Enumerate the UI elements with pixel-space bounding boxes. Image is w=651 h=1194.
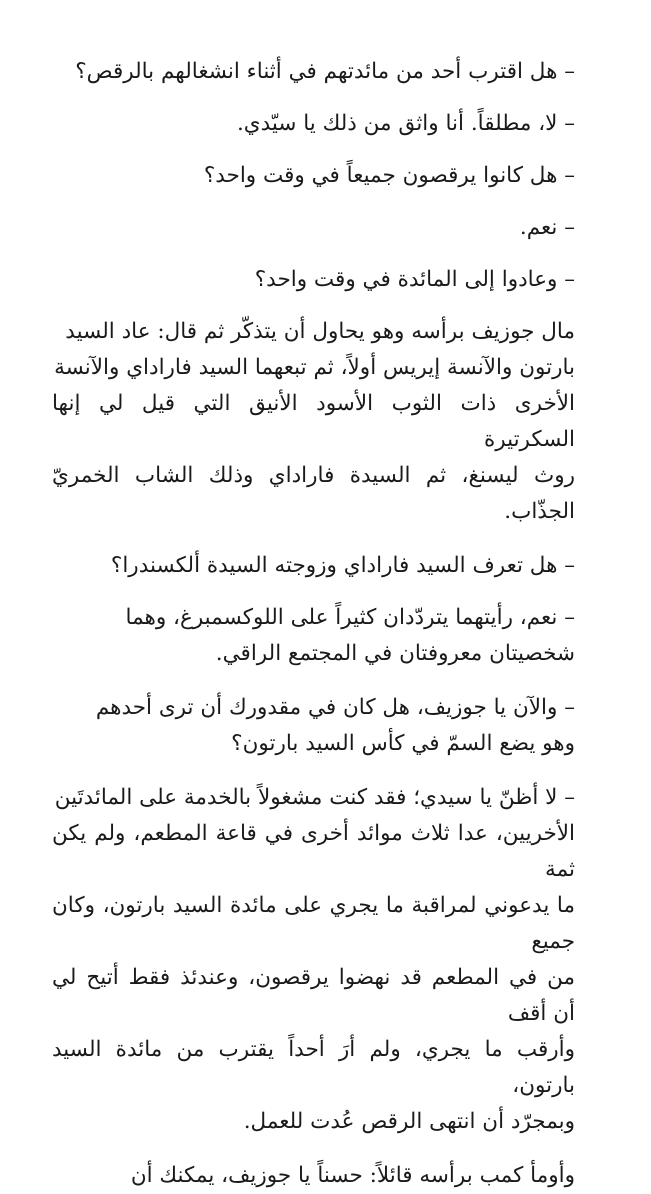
text-line: – هل تعرف السيد فاراداي وزوجته السيدة ألكسندرا؟	[110, 553, 575, 578]
dialogue-line	[52, 262, 575, 298]
text-line: روث ليسنغ، ثم السيدة فاراداي وذلك الشاب الخمريّ الجذّاب.	[52, 463, 575, 524]
dialogue-line	[52, 106, 575, 142]
text-line: – نعم.	[519, 215, 575, 240]
dialogue-paragraph	[52, 600, 575, 672]
text-line: من في المطعم قد نهضوا يرقصون، وعندئذ فقط أتيح لي أن أقف	[52, 965, 575, 1026]
text-line: وأرقب ما يجري، ولم أرَ أحداً يقترب من مائدة السيد بارتون،	[52, 1037, 575, 1098]
text-line: بارتون والآنسة إيريس أولاً، ثم تبعهما السيد فاراداي والآنسة	[54, 355, 575, 380]
text-line: – لا، مطلقاً. أنا واثق من ذلك يا سيّدي.	[236, 111, 575, 136]
text-line: الأخريين، عدا ثلاث موائد أخرى في قاعة المطعم، ولم يكن ثمة	[52, 821, 575, 882]
text-line: – نعم، رأيتهما يتردّدان كثيراً على اللوكسمبرغ، وهما	[125, 605, 575, 630]
dialogue-line	[52, 54, 575, 90]
text-line: الأخرى ذات الثوب الأسود الأنيق التي قيل لي إنها السكرتيرة	[52, 391, 575, 452]
text-line: – هل اقترب أحد من مائدتهم في أثناء انشغالهم بالرقص؟	[75, 59, 575, 84]
narration-paragraph	[52, 1158, 575, 1194]
text-line: ما يدعوني لمراقبة ما يجري على مائدة السيد بارتون، وكان جميع	[52, 893, 575, 954]
text-line: وبمجرّد أن انتهى الرقص عُدت للعمل.	[243, 1109, 575, 1134]
text-line: – هل كانوا يرقصون جميعاً في وقت واحد؟	[203, 163, 575, 188]
text-line: وهو يضع السمّ في كأس السيد بارتون؟	[231, 731, 575, 756]
dialogue-line	[52, 548, 575, 584]
text-line: – وعادوا إلى المائدة في وقت واحد؟	[254, 267, 575, 292]
narration-paragraph	[52, 314, 575, 530]
text-line: مال جوزيف برأسه وهو يحاول أن يتذكّر ثم قال: عاد السيد	[65, 319, 575, 344]
dialogue-paragraph	[52, 780, 575, 1140]
dialogue-line	[52, 210, 575, 246]
text-line: وأومأ كمب برأسه قائلاً: حسناً يا جوزيف، يمكنك أن	[130, 1163, 575, 1188]
text-line: – والآن يا جوزيف، هل كان في مقدورك أن ترى أحدهم	[95, 695, 575, 720]
dialogue-line	[52, 158, 575, 194]
text-line: شخصيتان معروفتان في المجتمع الراقي.	[215, 641, 575, 666]
dialogue-paragraph	[52, 690, 575, 762]
text-line: – لا أظنّ يا سيدي؛ فقد كنت مشغولاً بالخدمة على المائدتَين	[54, 785, 575, 810]
